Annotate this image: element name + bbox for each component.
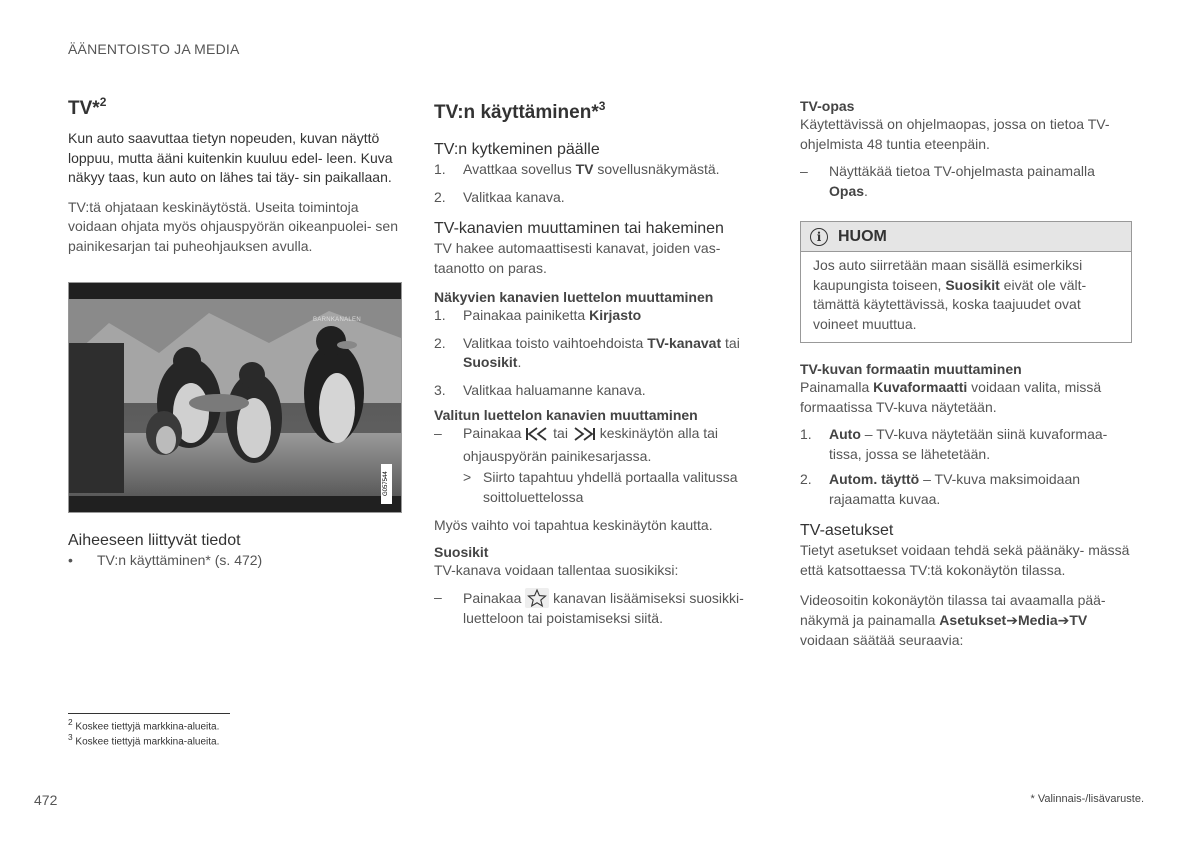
- related-link[interactable]: TV:n käyttäminen* (s. 472): [97, 552, 263, 568]
- sub-result-item: > Siirto tapahtuu yhdellä portaalla valitussa soittoluettelossa: [463, 469, 738, 505]
- column-3: [800, 97, 1132, 201]
- col1-para2: TV:tä ohjataan keskinäytöstä. Useita toimintoja voidaan ohjata myös ohjauspyörän oikeanpuolei- sen painikesarjan tai puheohjauksen avulla.: [68, 198, 398, 254]
- s-picture-format: TV-kuvan formaatin muuttaminen: [800, 361, 1022, 377]
- skip-back-icon: [525, 427, 549, 447]
- channel-list-steps: [434, 306, 768, 400]
- column-1: [68, 90, 402, 256]
- list-item: 1. Avattkaa sovellus TV sovellusnäkymästä.: [434, 161, 720, 177]
- column-3-lower: [800, 360, 1132, 650]
- footnote-rule: [68, 713, 230, 714]
- list-item: 2. Valitkaa kanava.: [434, 188, 565, 205]
- image-code-label: G057544: [381, 464, 392, 504]
- note-title: HUOM: [838, 227, 887, 245]
- note-header: [801, 222, 1131, 252]
- tv-guide-para: Käytettävissä on ohjelmaopas, jossa on tietoa TV- ohjelmista 48 tuntia eteenpäin.: [800, 116, 1110, 152]
- s-tv-guide: TV-opas: [800, 98, 855, 114]
- list-item: 1. Auto – TV-kuva näytetään siinä kuvaformaa- tissa, jossa se lähetetään.: [800, 426, 1108, 462]
- footnote-3: $^3$ Koskee tiettyjä markkina-alueita.: [68, 732, 220, 748]
- s-tv-settings: TV-asetukset: [800, 522, 894, 539]
- title-tv: TV*$^2$: [68, 95, 107, 119]
- dash-item: – Painakaa kanavan lisäämiseksi suosikki- luetteloon tai poistamiseksi siitä.: [434, 589, 744, 626]
- skip-forward-icon: [572, 427, 596, 447]
- change-channels-para: TV hakee automaattisesti kanavat, joiden vas- taanotto on paras.: [434, 240, 721, 276]
- page-number: 472: [34, 792, 58, 808]
- note-box: [800, 221, 1132, 343]
- dash-item: – Painakaa tai keskinäytön alla tai ohjauspyörän painikesarjassa.: [434, 425, 719, 464]
- list-item: 2. Autom. täyttö – TV-kuva maksimoidaan rajaamatta kuvaa.: [800, 471, 1081, 507]
- favorites-para: TV-kanava voidaan tallentaa suosikiksi:: [434, 561, 679, 578]
- s-change-channels: TV-kanavien muuttaminen tai hakeminen: [434, 220, 724, 237]
- info-icon: i: [810, 228, 828, 246]
- format-steps: [800, 425, 1132, 509]
- footnote-2: $^2$ Koskee tiettyjä markkina-alueita.: [68, 717, 220, 733]
- dash-item: – Näyttäkää tietoa TV-ohjelmasta painamalla Opas.: [800, 163, 1095, 199]
- list-item: 1. Painakaa painiketta Kirjasto: [434, 307, 642, 323]
- bullet-marker: •: [68, 552, 73, 568]
- col1-para1: Kun auto saavuttaa tietyn nopeuden, kuvan näyttö loppuu, mutta ääni kuitenkin kuuluu edel- leen. Kuva näkyy taas, kun auto on lähes tai täy- sin paikallaan.: [68, 130, 393, 185]
- s-selected-list-channels: Valitun luettelon kanavien muuttaminen: [434, 407, 698, 423]
- note-body: Jos auto siirretään maan sisällä esimerkiksi kaupungista toiseen, Suosikit eivät ole vält- tämättä käytettävissä, koska taajuudet ovat voineet muuttua.: [813, 257, 1087, 332]
- star-icon: [525, 588, 549, 608]
- arrow-right-icon: ➔: [1057, 612, 1070, 628]
- section-header: ÄÄNENTOISTO JA MEDIA: [68, 41, 240, 57]
- related-info-title: Aiheeseen liittyvät tiedot: [68, 532, 241, 549]
- column-2: [434, 94, 768, 628]
- channel-watermark: BARNKANALEN: [313, 317, 361, 323]
- alt-change-para: Myös vaihto voi tapahtua keskinäytön kautta.: [434, 517, 713, 533]
- s-tv-power-on: TV:n kytkeminen päälle: [434, 141, 600, 158]
- title-tv-usage: TV:n käyttäminen*$^3$: [434, 99, 606, 123]
- related-info-item: [68, 552, 262, 568]
- s-favorites: Suosikit: [434, 543, 489, 560]
- tv-screen-photo: [68, 282, 402, 513]
- tv-settings-para1: Tietyt asetukset voidaan tehdä sekä päänäky- mässä että katsottaessa TV:tä kokonäytön tilassa.: [800, 542, 1130, 578]
- list-item: 3. Valitkaa haluamanne kanava.: [434, 381, 646, 398]
- optional-equipment-legend: * Valinnais-/lisävaruste.: [1030, 793, 1144, 805]
- list-item: 2. Valitkaa toisto vaihtoehdoista TV-kanavat tai Suosikit.: [434, 334, 740, 370]
- power-on-steps: [434, 160, 768, 207]
- arrow-right-icon: ➔: [1006, 612, 1018, 628]
- tv-settings-para2: Videosoitin kokonäytön tilassa tai avaamalla pää- näkymä ja painamalla Asetukset➔Media➔TV voidaan säätää seuraavia:: [800, 592, 1106, 648]
- s-visible-channel-list: Näkyvien kanavien luettelon muuttaminen: [434, 289, 714, 305]
- picture-format-para: Painamalla Kuvaformaatti voidaan valita, missä formaatissa TV-kuva näytetään.: [800, 379, 1102, 415]
